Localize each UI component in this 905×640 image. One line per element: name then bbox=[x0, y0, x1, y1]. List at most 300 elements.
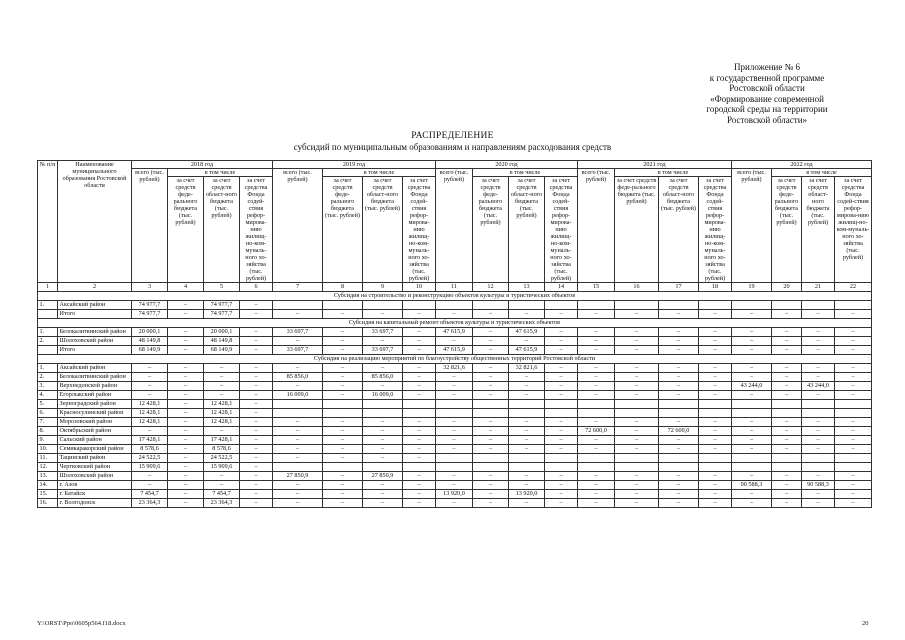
row-value bbox=[835, 454, 872, 463]
row-value: – bbox=[802, 499, 835, 508]
row-value: – bbox=[615, 472, 659, 481]
row-value bbox=[545, 400, 578, 409]
row-number: 11. bbox=[38, 454, 58, 463]
row-value: – bbox=[473, 445, 509, 454]
row-value: – bbox=[436, 418, 473, 427]
row-value: – bbox=[699, 418, 732, 427]
row-value: – bbox=[240, 328, 273, 337]
row-value: – bbox=[323, 427, 363, 436]
column-number: 19 bbox=[732, 283, 772, 292]
row-value: – bbox=[363, 418, 403, 427]
row-value: 68 149,9 bbox=[204, 346, 240, 355]
row-value: – bbox=[240, 445, 273, 454]
row-number: 14. bbox=[38, 481, 58, 490]
row-value bbox=[659, 409, 699, 418]
row-value: – bbox=[363, 481, 403, 490]
row-value: 24 522,5 bbox=[132, 454, 168, 463]
row-name: Шолоховский район bbox=[58, 337, 132, 346]
row-number: 3. bbox=[38, 382, 58, 391]
row-value bbox=[732, 301, 772, 310]
table-row bbox=[38, 481, 872, 490]
row-value: – bbox=[835, 337, 872, 346]
row-value bbox=[732, 463, 772, 472]
row-value bbox=[802, 463, 835, 472]
header-including: в том числе bbox=[473, 169, 578, 177]
row-value bbox=[578, 400, 615, 409]
row-value: – bbox=[802, 418, 835, 427]
row-value: – bbox=[168, 301, 204, 310]
row-value bbox=[772, 400, 802, 409]
row-value: 7 454,7 bbox=[204, 490, 240, 499]
row-value: – bbox=[545, 382, 578, 391]
row-value: – bbox=[403, 481, 436, 490]
row-value: – bbox=[545, 445, 578, 454]
row-number: 4. bbox=[38, 391, 58, 400]
row-value: – bbox=[168, 409, 204, 418]
row-value: – bbox=[168, 418, 204, 427]
row-value: – bbox=[578, 499, 615, 508]
row-value bbox=[835, 409, 872, 418]
row-value bbox=[699, 301, 732, 310]
header-fed: за счет средств феде-рального бюджета (тыс. рублей) bbox=[473, 177, 509, 283]
row-value: – bbox=[615, 364, 659, 373]
row-value: – bbox=[732, 472, 772, 481]
row-value: – bbox=[699, 391, 732, 400]
row-value bbox=[699, 400, 732, 409]
row-value: – bbox=[168, 400, 204, 409]
row-value bbox=[436, 463, 473, 472]
row-value: – bbox=[240, 418, 273, 427]
appendix-line: Ростовской области bbox=[729, 83, 805, 93]
row-value: – bbox=[772, 391, 802, 400]
row-value: – bbox=[403, 364, 436, 373]
table-row bbox=[38, 436, 872, 445]
row-value bbox=[545, 463, 578, 472]
row-value: – bbox=[772, 481, 802, 490]
row-value: – bbox=[436, 445, 473, 454]
row-value: – bbox=[273, 445, 323, 454]
row-name: г. Батайск bbox=[58, 490, 132, 499]
row-value: – bbox=[772, 310, 802, 319]
row-value: – bbox=[403, 337, 436, 346]
appendix-line: городской среды на территории bbox=[706, 104, 828, 114]
row-number bbox=[38, 346, 58, 355]
row-value bbox=[802, 454, 835, 463]
row-value: – bbox=[403, 472, 436, 481]
row-value: – bbox=[323, 373, 363, 382]
row-number: 8. bbox=[38, 427, 58, 436]
header-fed: за счет средств феде-рального бюджета (тыс. рублей) bbox=[168, 177, 204, 283]
row-value: 32 821,6 bbox=[509, 364, 545, 373]
row-name: Морозовский район bbox=[58, 418, 132, 427]
table-row bbox=[38, 400, 872, 409]
row-value bbox=[473, 463, 509, 472]
row-value: – bbox=[732, 364, 772, 373]
row-value: – bbox=[436, 436, 473, 445]
row-value: – bbox=[240, 400, 273, 409]
row-value: – bbox=[323, 346, 363, 355]
row-value: – bbox=[659, 346, 699, 355]
row-value: – bbox=[699, 436, 732, 445]
row-value bbox=[578, 409, 615, 418]
row-value: – bbox=[699, 328, 732, 337]
row-value: – bbox=[659, 418, 699, 427]
table-row bbox=[38, 328, 872, 337]
row-value: – bbox=[699, 499, 732, 508]
row-value: – bbox=[204, 391, 240, 400]
row-value bbox=[473, 454, 509, 463]
distribution-table bbox=[37, 160, 872, 508]
row-value bbox=[473, 400, 509, 409]
row-name: Чертковский район bbox=[58, 463, 132, 472]
row-value: – bbox=[363, 427, 403, 436]
row-value bbox=[615, 409, 659, 418]
table-row bbox=[38, 382, 872, 391]
row-value bbox=[403, 301, 436, 310]
row-value: – bbox=[772, 328, 802, 337]
row-value: – bbox=[578, 472, 615, 481]
row-value bbox=[473, 301, 509, 310]
section-title-row bbox=[38, 319, 872, 328]
row-value: – bbox=[273, 481, 323, 490]
row-value: – bbox=[273, 454, 323, 463]
row-value: – bbox=[403, 346, 436, 355]
table-row bbox=[38, 490, 872, 499]
row-value: – bbox=[473, 418, 509, 427]
row-value: – bbox=[204, 472, 240, 481]
row-value: – bbox=[436, 499, 473, 508]
row-name: Семикаракорский район bbox=[58, 445, 132, 454]
row-value: – bbox=[168, 427, 204, 436]
row-value: – bbox=[545, 472, 578, 481]
header-total: всего (тыс. рублей) bbox=[578, 169, 615, 283]
row-value: 12 428,1 bbox=[204, 418, 240, 427]
section-title-row bbox=[38, 292, 872, 301]
row-value bbox=[509, 454, 545, 463]
row-value: – bbox=[436, 472, 473, 481]
row-number: 5. bbox=[38, 400, 58, 409]
row-value: – bbox=[473, 391, 509, 400]
row-value: – bbox=[168, 445, 204, 454]
row-value bbox=[403, 463, 436, 472]
column-number: 20 bbox=[772, 283, 802, 292]
row-value bbox=[509, 463, 545, 472]
row-number: 1. bbox=[38, 364, 58, 373]
row-value: – bbox=[273, 310, 323, 319]
row-value: – bbox=[240, 409, 273, 418]
row-value: – bbox=[168, 337, 204, 346]
row-value bbox=[615, 454, 659, 463]
row-value bbox=[436, 454, 473, 463]
appendix-line: Приложение № 6 bbox=[734, 62, 800, 72]
row-value: 74 977,7 bbox=[204, 301, 240, 310]
row-value: – bbox=[545, 337, 578, 346]
row-value: – bbox=[699, 472, 732, 481]
row-value: – bbox=[509, 373, 545, 382]
column-number: 17 bbox=[659, 283, 699, 292]
row-number bbox=[38, 310, 58, 319]
row-value: – bbox=[545, 328, 578, 337]
row-value: – bbox=[699, 310, 732, 319]
row-value: – bbox=[204, 427, 240, 436]
row-value bbox=[615, 463, 659, 472]
row-value: 27 850,9 bbox=[363, 472, 403, 481]
row-name: Аксайский район bbox=[58, 364, 132, 373]
row-value: 47 615,9 bbox=[436, 346, 473, 355]
header-reg: за счет средств област-ного бюджета (тыс. рублей) bbox=[802, 177, 835, 283]
row-number: 1. bbox=[38, 301, 58, 310]
row-value: – bbox=[545, 364, 578, 373]
row-value: 72 600,0 bbox=[659, 427, 699, 436]
row-value: – bbox=[732, 373, 772, 382]
row-value: – bbox=[168, 373, 204, 382]
row-number: 7. bbox=[38, 418, 58, 427]
row-value: – bbox=[802, 436, 835, 445]
row-value: 12 428,1 bbox=[204, 409, 240, 418]
row-name: Шолоховский район bbox=[58, 472, 132, 481]
row-value: – bbox=[436, 427, 473, 436]
row-name: Октябрьский район bbox=[58, 427, 132, 436]
row-value: – bbox=[473, 481, 509, 490]
row-value bbox=[835, 463, 872, 472]
row-value: 85 856,0 bbox=[273, 373, 323, 382]
row-value: – bbox=[578, 445, 615, 454]
row-value: – bbox=[509, 427, 545, 436]
row-value: – bbox=[168, 436, 204, 445]
row-value: – bbox=[578, 364, 615, 373]
row-value: – bbox=[240, 481, 273, 490]
column-number: 14 bbox=[545, 283, 578, 292]
row-value bbox=[732, 454, 772, 463]
row-value: – bbox=[615, 382, 659, 391]
row-value: 7 454,7 bbox=[132, 490, 168, 499]
row-value: – bbox=[615, 436, 659, 445]
header-fed: за счет средств феде-рального бюджета (тыс. рублей) bbox=[772, 177, 802, 283]
header-fund: за счет средства Фонда содей-ствия рефор-мирова-нию жилищ-но-ком-муналь-ного хо-зяйства (тыс. рублей) bbox=[403, 177, 436, 283]
row-number: 16. bbox=[38, 499, 58, 508]
row-name: Зерноградский район bbox=[58, 400, 132, 409]
row-value: – bbox=[323, 454, 363, 463]
row-value: – bbox=[273, 364, 323, 373]
row-value bbox=[436, 409, 473, 418]
row-value: – bbox=[699, 346, 732, 355]
row-value: – bbox=[835, 364, 872, 373]
row-value: – bbox=[835, 328, 872, 337]
row-number: 2. bbox=[38, 373, 58, 382]
appendix-block bbox=[667, 62, 867, 125]
row-value: – bbox=[168, 328, 204, 337]
section-title: Субсидия на строительство и реконструкцию объектов культуры и туристических объектов bbox=[38, 292, 872, 301]
row-value: – bbox=[699, 481, 732, 490]
row-value bbox=[273, 409, 323, 418]
row-value: – bbox=[772, 472, 802, 481]
row-value bbox=[835, 301, 872, 310]
row-value: 27 850,9 bbox=[273, 472, 323, 481]
row-value: – bbox=[772, 427, 802, 436]
row-value: – bbox=[732, 436, 772, 445]
row-value: – bbox=[132, 391, 168, 400]
row-value: – bbox=[509, 391, 545, 400]
row-value: – bbox=[240, 301, 273, 310]
row-value: – bbox=[240, 337, 273, 346]
row-value: – bbox=[168, 481, 204, 490]
row-name: Верхнедонской район bbox=[58, 382, 132, 391]
row-value bbox=[659, 301, 699, 310]
header-including: в том числе bbox=[615, 169, 732, 177]
row-value: – bbox=[732, 499, 772, 508]
row-value: – bbox=[363, 337, 403, 346]
row-value: 17 428,1 bbox=[132, 436, 168, 445]
row-value: – bbox=[323, 490, 363, 499]
row-name: Красносулинский район bbox=[58, 409, 132, 418]
row-value: – bbox=[578, 481, 615, 490]
row-value: – bbox=[615, 427, 659, 436]
row-value bbox=[273, 400, 323, 409]
row-value: – bbox=[509, 418, 545, 427]
row-value: – bbox=[615, 391, 659, 400]
header-reg: за счет средств област-ного бюджета (тыс. рублей) bbox=[659, 177, 699, 283]
row-value: – bbox=[659, 436, 699, 445]
column-number: 16 bbox=[615, 283, 659, 292]
row-value bbox=[578, 454, 615, 463]
column-number: 5 bbox=[204, 283, 240, 292]
column-number: 22 bbox=[835, 283, 872, 292]
row-value: – bbox=[403, 418, 436, 427]
row-value bbox=[545, 301, 578, 310]
row-value bbox=[363, 400, 403, 409]
header-including: в том числе bbox=[168, 169, 273, 177]
row-value: 90 588,3 bbox=[802, 481, 835, 490]
row-value: – bbox=[802, 445, 835, 454]
row-value: 48 149,8 bbox=[132, 337, 168, 346]
row-number: 13. bbox=[38, 472, 58, 481]
row-value: 8 578,6 bbox=[204, 445, 240, 454]
row-value: – bbox=[240, 382, 273, 391]
row-value bbox=[615, 301, 659, 310]
header-fed: за счет средств феде-рального бюджета (тыс. рублей) bbox=[615, 177, 659, 283]
row-value: – bbox=[168, 472, 204, 481]
table-row bbox=[38, 409, 872, 418]
column-number: 11 bbox=[436, 283, 473, 292]
row-value: – bbox=[323, 472, 363, 481]
row-value: 20 000,1 bbox=[132, 328, 168, 337]
row-value: – bbox=[509, 382, 545, 391]
row-value: 33 697,7 bbox=[273, 346, 323, 355]
row-value bbox=[363, 301, 403, 310]
section-title: Субсидия на капитальный ремонт объектов культуры и туристических объектов bbox=[38, 319, 872, 328]
row-value bbox=[403, 409, 436, 418]
row-number: 12. bbox=[38, 463, 58, 472]
row-value: 13 920,0 bbox=[436, 490, 473, 499]
row-value: – bbox=[578, 382, 615, 391]
row-value: – bbox=[240, 463, 273, 472]
row-value: – bbox=[273, 382, 323, 391]
row-value: – bbox=[772, 382, 802, 391]
row-name: Сальский район bbox=[58, 436, 132, 445]
row-value: – bbox=[204, 373, 240, 382]
row-value: – bbox=[835, 418, 872, 427]
row-value: – bbox=[772, 364, 802, 373]
row-value: – bbox=[436, 373, 473, 382]
row-value: – bbox=[659, 445, 699, 454]
row-value: 23 364,3 bbox=[132, 499, 168, 508]
column-number: 10 bbox=[403, 283, 436, 292]
row-value: – bbox=[323, 328, 363, 337]
row-value: – bbox=[835, 373, 872, 382]
column-number: 2 bbox=[58, 283, 132, 292]
row-value: – bbox=[545, 490, 578, 499]
row-value: – bbox=[168, 391, 204, 400]
page-number: 20 bbox=[862, 620, 869, 627]
row-value bbox=[509, 409, 545, 418]
header-fund: за счет средства Фонда содей-ствия рефор-мирова-нию жилищ-но-ком-муналь-ного хо-зяйства (тыс. рублей) bbox=[545, 177, 578, 283]
column-number: 21 bbox=[802, 283, 835, 292]
row-value: – bbox=[659, 490, 699, 499]
row-value: 17 428,1 bbox=[204, 436, 240, 445]
row-value: – bbox=[403, 382, 436, 391]
row-value: – bbox=[403, 445, 436, 454]
row-value bbox=[545, 409, 578, 418]
column-number: 4 bbox=[168, 283, 204, 292]
row-value: – bbox=[772, 499, 802, 508]
row-value: – bbox=[802, 337, 835, 346]
header-fund: за счет средства Фонда содей-ствия рефор-мирова-нию жилищ-но-ком-муналь-ного хо-зяйства (тыс. рублей) bbox=[240, 177, 273, 283]
table-row bbox=[38, 454, 872, 463]
row-value: – bbox=[802, 490, 835, 499]
row-value: 33 697,7 bbox=[273, 328, 323, 337]
row-value: – bbox=[240, 364, 273, 373]
row-value: – bbox=[323, 445, 363, 454]
row-value: – bbox=[615, 490, 659, 499]
header-year: 2019 год bbox=[273, 161, 436, 169]
row-value: – bbox=[732, 337, 772, 346]
row-value: – bbox=[473, 310, 509, 319]
row-value bbox=[323, 400, 363, 409]
row-value bbox=[835, 400, 872, 409]
row-value: – bbox=[473, 382, 509, 391]
row-value: – bbox=[323, 499, 363, 508]
row-number: 6. bbox=[38, 409, 58, 418]
row-value bbox=[615, 400, 659, 409]
table-row bbox=[38, 427, 872, 436]
row-value: – bbox=[545, 499, 578, 508]
row-value: – bbox=[835, 481, 872, 490]
row-value: – bbox=[473, 328, 509, 337]
row-value: – bbox=[732, 418, 772, 427]
row-value: – bbox=[772, 436, 802, 445]
row-value: – bbox=[240, 490, 273, 499]
row-value bbox=[578, 301, 615, 310]
row-value: – bbox=[659, 328, 699, 337]
row-value bbox=[772, 409, 802, 418]
row-value: – bbox=[363, 382, 403, 391]
row-value bbox=[802, 409, 835, 418]
row-value: – bbox=[132, 472, 168, 481]
row-value bbox=[802, 301, 835, 310]
row-value: – bbox=[204, 382, 240, 391]
row-value bbox=[772, 301, 802, 310]
column-number: 8 bbox=[323, 283, 363, 292]
row-value: – bbox=[509, 337, 545, 346]
row-value: 24 522,5 bbox=[204, 454, 240, 463]
row-name: Аксайский район bbox=[58, 301, 132, 310]
row-value: – bbox=[615, 346, 659, 355]
row-value: – bbox=[802, 427, 835, 436]
row-value bbox=[699, 463, 732, 472]
row-value: – bbox=[802, 310, 835, 319]
row-value: – bbox=[403, 328, 436, 337]
row-value bbox=[732, 400, 772, 409]
